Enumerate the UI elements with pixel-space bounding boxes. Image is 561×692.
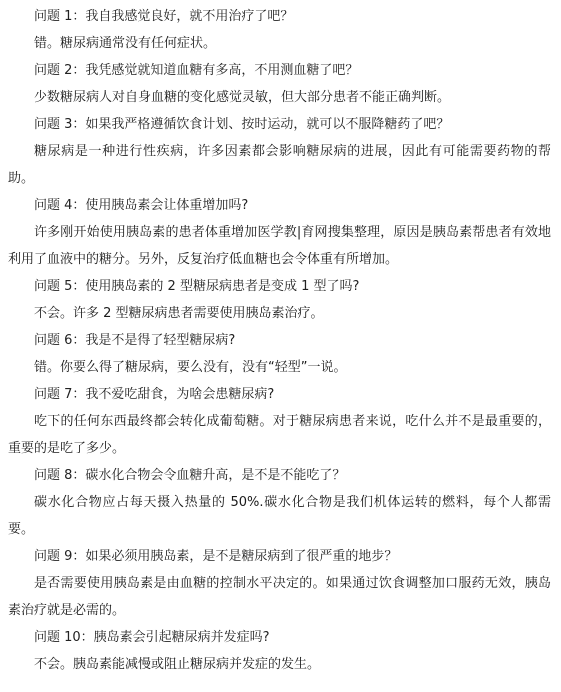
answer-8: 碳水化合物应占每天摄入热量的 50%.碳水化合物是我们机体运转的燃料，每个人都需要。 [8, 495, 551, 537]
question-5: 问题 5：使用胰岛素的 2 型糖尿病患者是变成 1 型了吗? [34, 279, 360, 294]
question-1: 问题 1：我自我感觉良好，就不用治疗了吧？ [34, 9, 294, 24]
question-3: 问题 3：如果我严格遵循饮食计划、按时运动，就可以不服降糖药了吧？ [34, 117, 450, 132]
answer-1: 错。糖尿病通常没有任何症状。 [34, 36, 217, 51]
question-9: 问题 9：如果必须用胰岛素，是不是糖尿病到了很严重的地步？ [34, 549, 398, 564]
answer-6: 错。你要么得了糖尿病，要么没有，没有“轻型”一说。 [34, 360, 347, 375]
question-4: 问题 4：使用胰岛素会让体重增加吗? [34, 198, 249, 213]
question-6: 问题 6：我是不是得了轻型糖尿病? [34, 333, 236, 348]
answer-10: 不会。胰岛素能减慢或阻止糖尿病并发症的发生。 [34, 657, 321, 672]
question-8: 问题 8：碳水化合物会令血糖升高，是不是不能吃了？ [34, 468, 346, 483]
answer-3: 糖尿病是一种进行性疾病，许多因素都会影响糖尿病的进展，因此有可能需要药物的帮助。 [8, 144, 551, 186]
answer-4: 许多刚开始使用胰岛素的患者体重增加医学教|育网搜集整理，原因是胰岛素帮患者有效地利用了血液中的糖分。另外，反复治疗低血糖也会令体重有所增加。 [8, 225, 551, 267]
answer-7: 吃下的任何东西最终都会转化成葡萄糖。对于糖尿病患者来说，吃什么并不是最重要的，重要的是吃了多少。 [8, 414, 551, 456]
answer-9: 是否需要使用胰岛素是由血糖的控制水平决定的。如果通过饮食调整加口服药无效，胰岛素治疗就是必需的。 [8, 576, 551, 618]
question-2: 问题 2：我凭感觉就知道血糖有多高，不用测血糖了吧？ [34, 63, 359, 78]
question-7: 问题 7：我不爱吃甜食，为啥会患糖尿病? [34, 387, 275, 402]
question-10: 问题 10：胰岛素会引起糖尿病并发症吗? [34, 630, 270, 645]
answer-2: 少数糖尿病人对自身血糖的变化感觉灵敏，但大部分患者不能正确判断。 [34, 90, 451, 105]
answer-5: 不会。许多 2 型糖尿病患者需要使用胰岛素治疗。 [34, 306, 324, 321]
